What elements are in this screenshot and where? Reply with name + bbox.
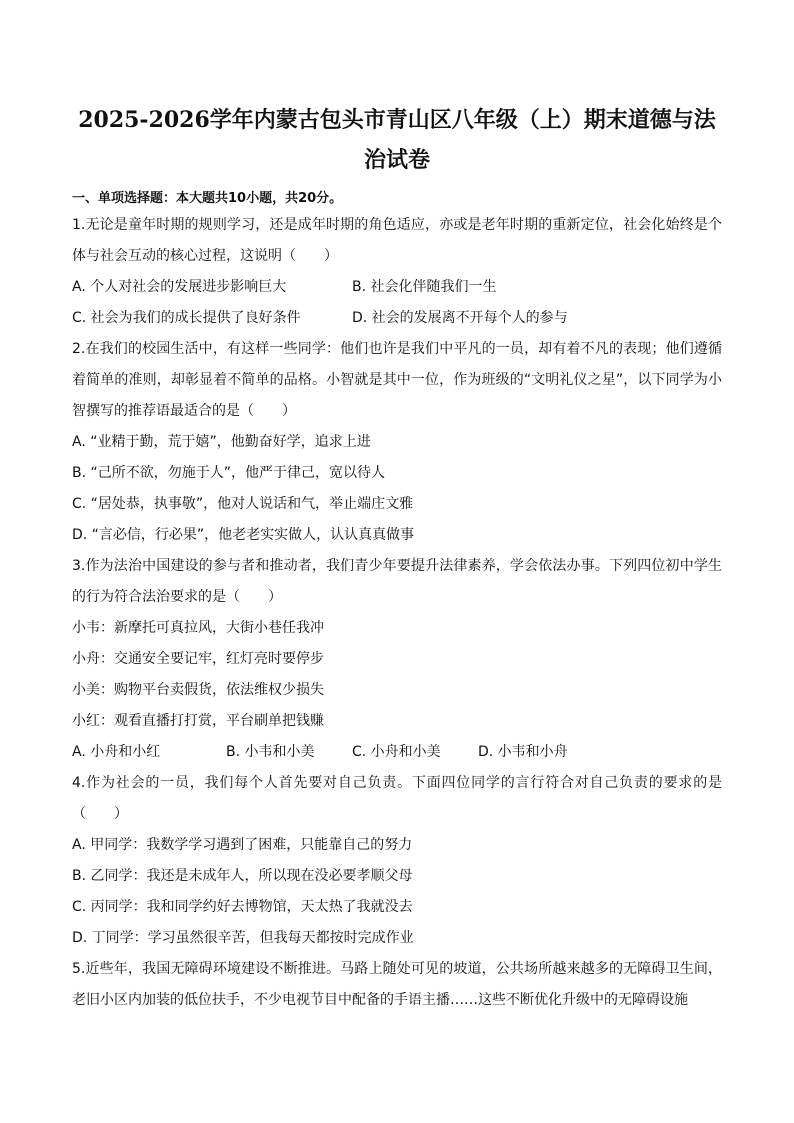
option-c: C. 丙同学：我和同学约好去博物馆，天太热了我就没去 [72,899,413,915]
options-row [72,737,722,768]
question-3 [72,551,722,768]
question-stem: 5.近些年，我国无障碍环境建设不断推进。马路上随处可见的坡道，公共场所越来越多的无障碍卫生间，老旧小区内加装的低位扶手，不少电视节目中配备的手语主播……这些不断优化升级中的无障碍设施 [72,961,722,1008]
statement-line: 小舟：交通安全要记牢，红灯亮时要停步 [72,651,324,667]
statement-line: 小红：观看直播打打赏，平台刷单把钱赚 [72,713,324,729]
exam-title: 2025-2026学年内蒙古包头市青山区八年级（上）期末道德与法治试卷 [78,107,716,173]
option-b: B. 小韦和小美 [226,744,315,760]
section-heading: 一、单项选择题：本大题共10小题，共20分。 [72,191,343,206]
option-d: D. 小韦和小舟 [478,744,568,760]
question-2 [72,334,722,551]
options-row [72,303,722,334]
option-a: A. 个人对社会的发展进步影响巨大 [72,279,287,295]
option-c: C. 社会为我们的成长提供了良好条件 [72,310,301,326]
question-4 [72,768,722,954]
option-a: A. 小舟和小红 [72,744,161,760]
option-a: A. 甲同学：我数学学习遇到了困难，只能靠自己的努力 [72,837,413,853]
option-b: B. 社会化伴随我们一生 [352,279,497,295]
option-d: D. 社会的发展离不开每个人的参与 [352,310,568,326]
option-c: C. “居处恭，执事敬”，他对人说话和气，举止端庄文雅 [72,496,414,512]
question-stem: 2.在我们的校园生活中，有这样一些同学：他们也许是我们中平凡的一员，却有着不凡的表现；他们遵循着简单的准则，却彰显着不简单的品格。小智就是其中一位，作为班级的“文明礼仪之星”，以下同学为小智撰写的推荐语最适合的是（ ） [72,341,722,419]
question-5 [72,954,722,1016]
question-1 [72,210,722,334]
option-a: A. “业精于勤，荒于嬉”，他勤奋好学，追求上进 [72,434,371,450]
statement-line: 小韦：新摩托可真拉风，大街小巷任我冲 [72,620,324,636]
option-d: D. 丁同学：学习虽然很辛苦，但我每天都按时完成作业 [72,930,414,946]
question-stem: 4.作为社会的一员，我们每个人首先要对自己负责。下面四位同学的言行符合对自己负责的要求的是（ ） [72,775,722,822]
option-d: D. “言必信，行必果”，他老老实实做人，认认真真做事 [72,527,415,543]
question-stem: 1.无论是童年时期的规则学习，还是成年时期的角色适应，亦或是老年时期的重新定位，社会化始终是个体与社会互动的核心过程，这说明（ ） [72,217,722,264]
option-c: C. 小舟和小美 [352,744,441,760]
statement-line: 小美：购物平台卖假货，依法维权少损失 [72,682,324,698]
option-b: B. “己所不欲，勿施于人”，他严于律己，宽以待人 [72,465,386,481]
question-stem: 3.作为法治中国建设的参与者和推动者，我们青少年要提升法律素养，学会依法办事。下列四位初中学生的行为符合法治要求的是（ ） [72,558,722,605]
option-b: B. 乙同学：我还是未成年人，所以现在没必要孝顺父母 [72,868,413,884]
options-row [72,272,722,303]
